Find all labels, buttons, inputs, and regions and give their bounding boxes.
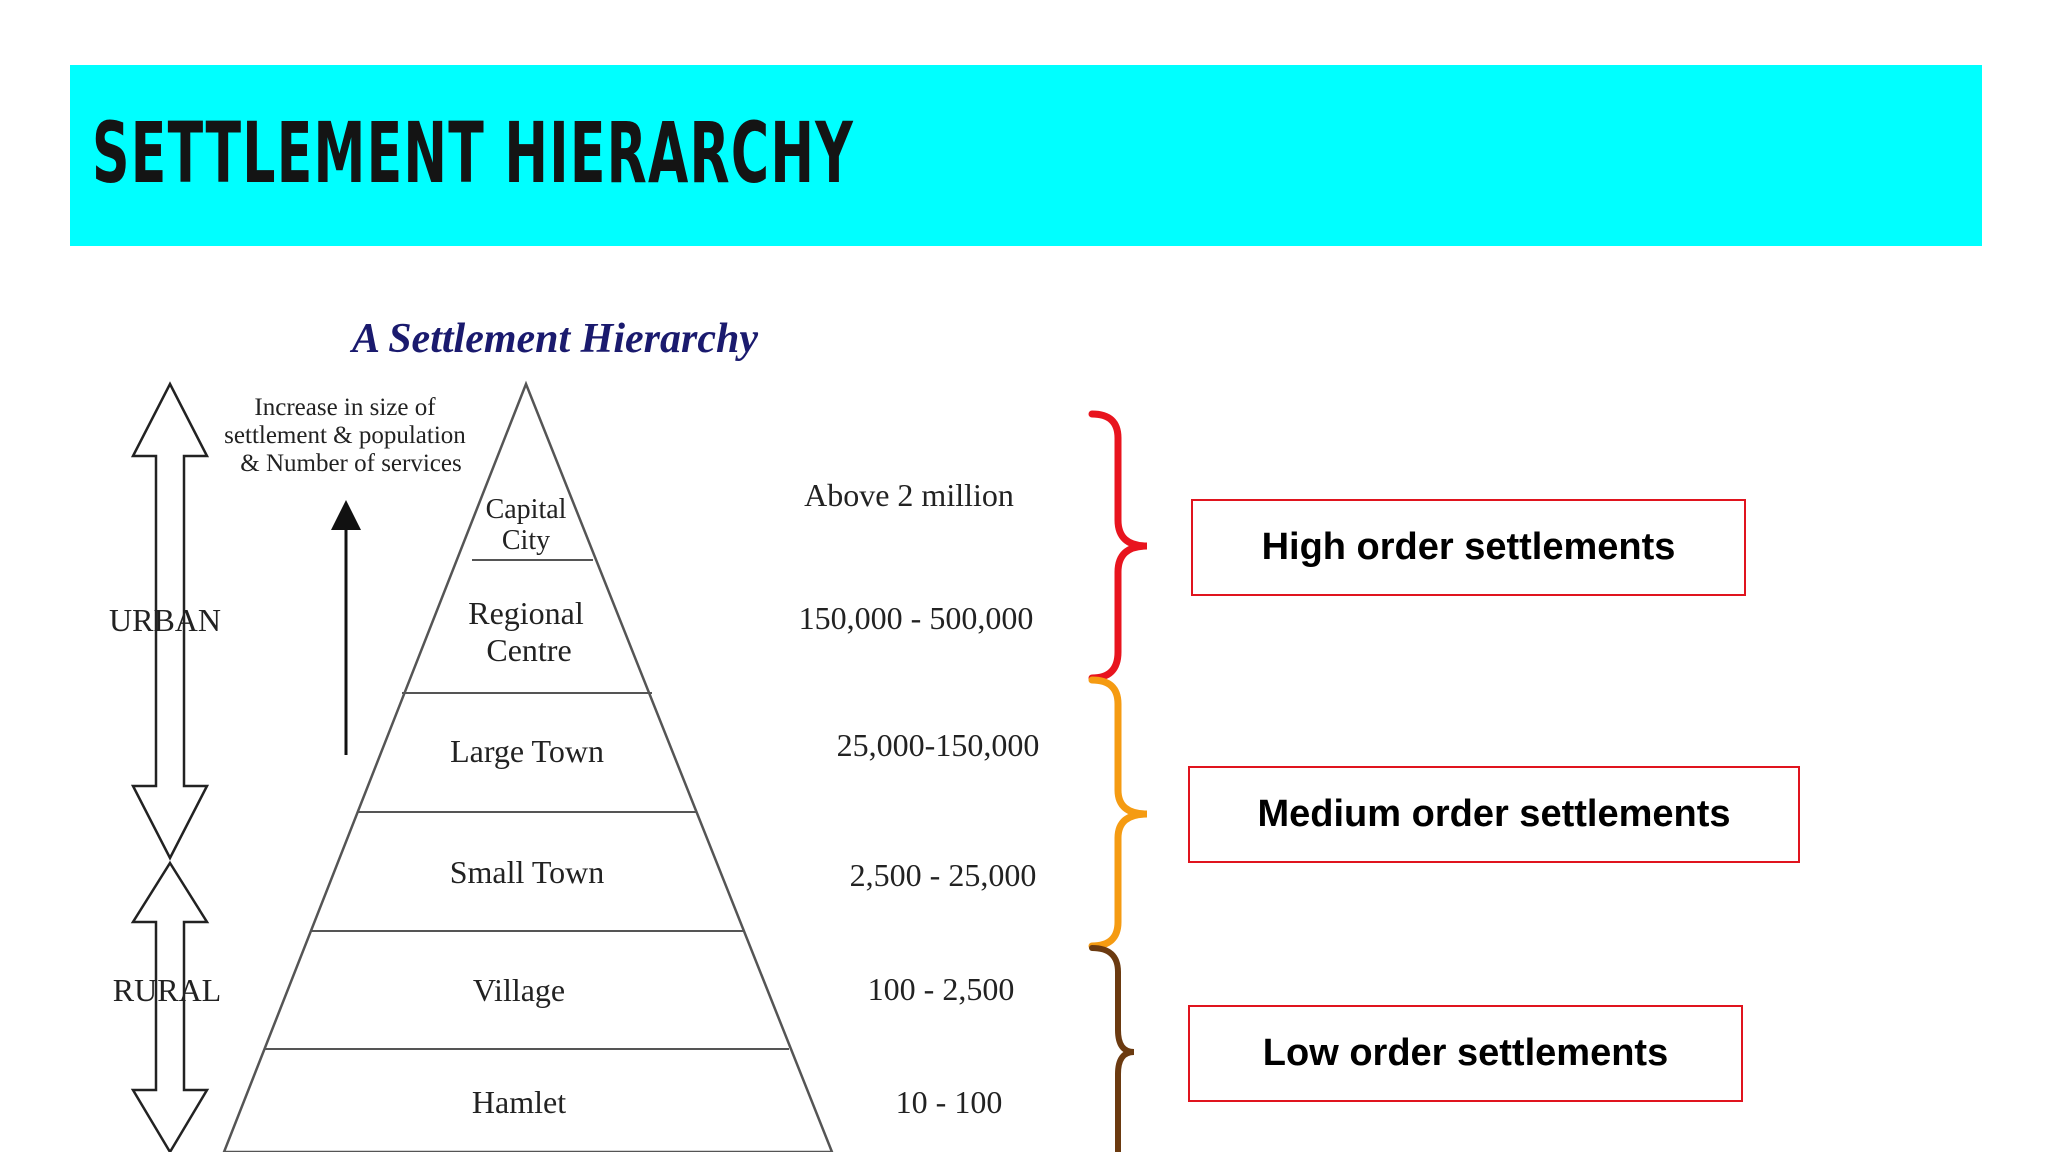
population-capital-city: Above 2 million (804, 477, 1014, 513)
low-order-label: Low order settlements (1262, 1032, 1669, 1074)
high-order-label-box (1191, 499, 1746, 596)
population-large-town: 25,000-150,000 (836, 727, 1040, 763)
level-name-hamlet: Hamlet (471, 1084, 567, 1120)
note-line-2: settlement & population (224, 422, 466, 449)
low-order-bracket (1092, 948, 1134, 1152)
level-name-capital-city-line-1: Capital (485, 494, 567, 525)
note-line-3: & Number of services (240, 450, 462, 477)
level-name-regional-centre-line-2: Centre (486, 632, 572, 668)
level-name-capital-city-line-2: City (501, 525, 551, 556)
population-hamlet: 10 - 100 (895, 1084, 1003, 1120)
level-name-small-town: Small Town (449, 854, 605, 890)
high-order-bracket (1092, 414, 1147, 678)
urban-label: URBAN (108, 602, 222, 638)
low-order-label-box (1188, 1005, 1743, 1102)
level-name-village: Village (472, 972, 566, 1008)
medium-order-label: Medium order settlements (1257, 793, 1731, 835)
rural-label: RURAL (112, 972, 222, 1008)
medium-order-bracket (1092, 680, 1147, 946)
slide-title: SETTLEMENT HIERARCHY (92, 104, 855, 202)
medium-order-label-box (1188, 766, 1800, 863)
level-name-regional-centre-line-1: Regional (468, 595, 584, 631)
level-name-large-town: Large Town (450, 733, 604, 769)
note-line-1: Increase in size of (254, 394, 436, 421)
diagram-title: A Settlement Hierarchy (352, 316, 758, 362)
population-small-town: 2,500 - 25,000 (849, 857, 1037, 893)
population-regional-centre: 150,000 - 500,000 (798, 600, 1034, 636)
population-village: 100 - 2,500 (867, 971, 1015, 1007)
high-order-label: High order settlements (1261, 526, 1676, 568)
